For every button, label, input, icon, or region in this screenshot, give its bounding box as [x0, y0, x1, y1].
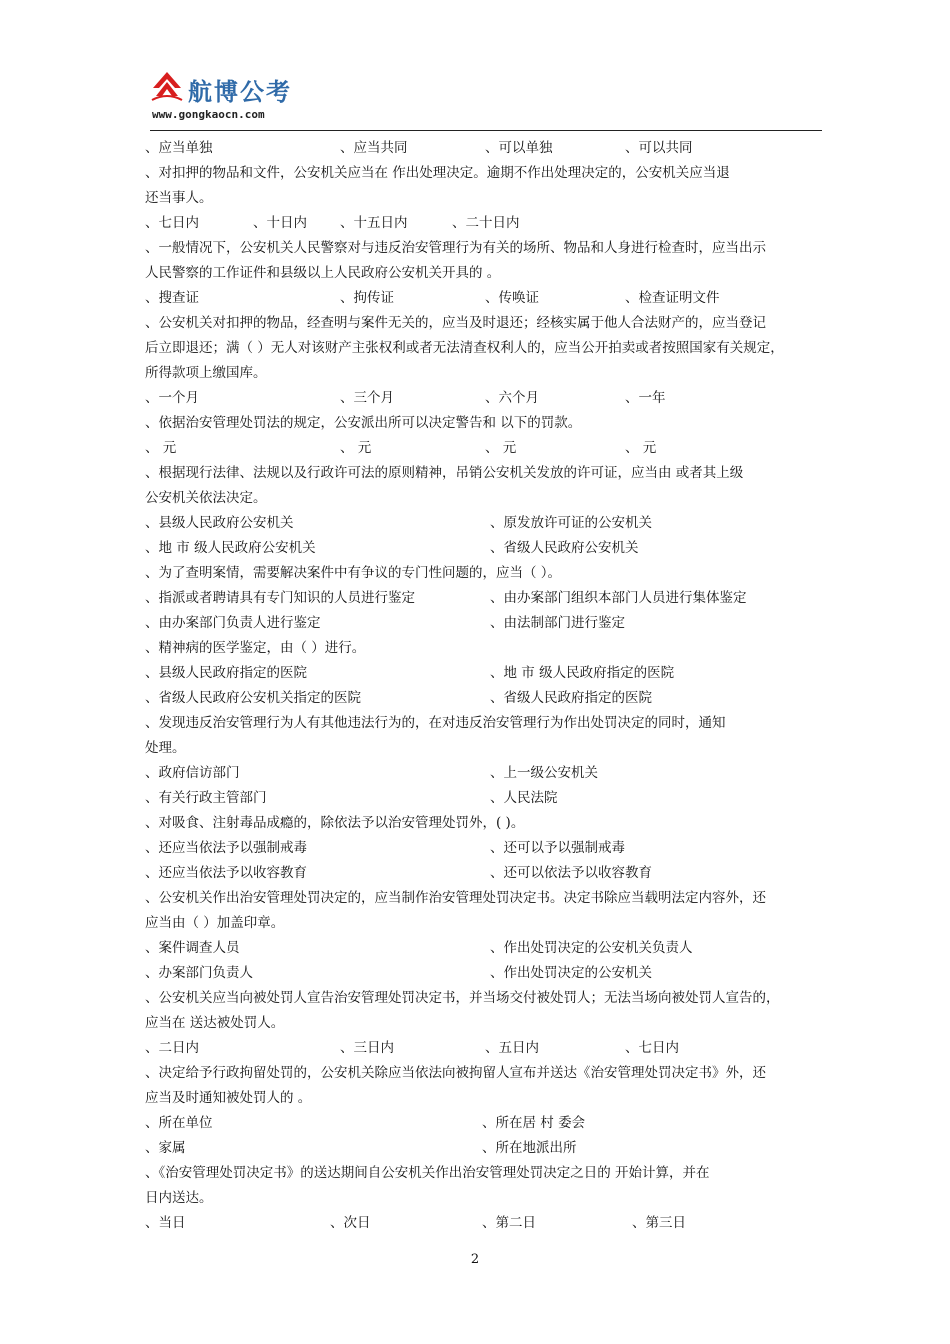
text-line: 、依据治安管理处罚法的规定，公安派出所可以决定警告和 以下的罚款。 [145, 415, 582, 431]
answer-option: 、指派或者聘请具有专门知识的人员进行鉴定 [145, 590, 415, 606]
answer-option: 、可以单独 [485, 140, 553, 156]
text-line: 人民警察的工作证件和县级以上人民政府公安机关开具的 。 [145, 265, 501, 281]
answer-option: 、由法制部门进行鉴定 [490, 615, 625, 631]
text-line: 所得款项上缴国库。 [145, 365, 267, 381]
answer-option: 、第二日 [482, 1215, 536, 1231]
answer-option: 、十日内 [253, 215, 307, 231]
options-line [145, 661, 825, 686]
answer-option: 、办案部门负责人 [145, 965, 253, 981]
options-line [145, 1036, 825, 1061]
answer-option: 、次日 [330, 1215, 371, 1231]
answer-option: 、案件调查人员 [145, 940, 240, 956]
text-line: 、为了查明案情，需要解决案件中有争议的专门性问题的，应当（ ）。 [145, 565, 562, 581]
options-line [145, 386, 825, 411]
options-line [145, 1211, 825, 1236]
logo-url: www.gongkaocn.com [152, 108, 265, 121]
text-line: 公安机关依法决定。 [145, 490, 267, 506]
answer-option: 、三个月 [340, 390, 394, 406]
answer-option: 、应当单独 [145, 140, 213, 156]
answer-option: 、作出处罚决定的公安机关负责人 [490, 940, 693, 956]
answer-option: 、一个月 [145, 390, 199, 406]
text-line: 日内送达。 [145, 1190, 213, 1206]
question-list [145, 136, 825, 1236]
answer-option: 、七日内 [145, 215, 199, 231]
options-line [145, 286, 825, 311]
answer-option: 、还可以予以强制戒毒 [490, 840, 625, 856]
text-line: 、公安机关作出治安管理处罚决定的，应当制作治安管理处罚决定书。决定书除应当载明法定内容外，还 [145, 890, 766, 906]
options-line [145, 136, 825, 161]
answer-option: 、传唤证 [485, 290, 539, 306]
answer-option: 、当日 [145, 1215, 186, 1231]
answer-option: 、还应当依法予以收容教育 [145, 865, 307, 881]
answer-option: 、由办案部门负责人进行鉴定 [145, 615, 321, 631]
options-line [145, 511, 825, 536]
answer-option: 、县级人民政府指定的医院 [145, 665, 307, 681]
text-line: 应当及时通知被处罚人的 。 [145, 1090, 312, 1106]
answer-option: 、拘传证 [340, 290, 394, 306]
answer-option: 、省级人民政府公安机关 [490, 540, 639, 556]
options-line [145, 861, 825, 886]
answer-option: 、省级人民政府公安机关指定的医院 [145, 690, 361, 706]
options-line [145, 1111, 825, 1136]
text-line: 后立即退还；满（ ）无人对该财产主张权利或者无法清查权利人的，应当公开拍卖或者按照国家有关规定， [145, 340, 784, 356]
text-line: 、公安机关应当向被处罚人宣告治安管理处罚决定书，并当场交付被处罚人；无法当场向被处罚人宣告的， [145, 990, 780, 1006]
page-number: 2 [470, 1252, 480, 1267]
options-line [145, 686, 825, 711]
text-line: 、根据现行法律、法规以及行政许可法的原则精神，吊销公安机关发放的许可证，应当由 或者其上级 [145, 465, 744, 481]
options-line [145, 586, 825, 611]
answer-option: 、所在单位 [145, 1115, 213, 1131]
text-line: 应当在 送达被处罚人。 [145, 1015, 285, 1031]
answer-option: 、 元 [485, 440, 517, 456]
text-line: 、公安机关对扣押的物品，经查明与案件无关的，应当及时退还；经核实属于他人合法财产的，应当登记 [145, 315, 766, 331]
text-line: 、对扣押的物品和文件，公安机关应当在 作出处理决定。逾期不作出处理决定的，公安机关应当退 [145, 165, 730, 181]
answer-option: 、十五日内 [340, 215, 408, 231]
text-line: 、对吸食、注射毒品成瘾的，除依法予以治安管理处罚外，( )。 [145, 815, 525, 831]
text-line: 、决定给予行政拘留处罚的，公安机关除应当依法向被拘留人宣布并送达《治安管理处罚决定书》外，还 [145, 1065, 766, 1081]
text-line: 、《治安管理处罚决定书》的送达期间自公安机关作出治安管理处罚决定之日的 开始计算，并在 [145, 1165, 710, 1181]
answer-option: 、地 市 级人民政府公安机关 [145, 540, 316, 556]
logo-icon [150, 70, 184, 102]
header-divider [150, 130, 822, 131]
logo-title: 航博公考 [188, 78, 292, 106]
options-line [145, 836, 825, 861]
answer-option: 、五日内 [485, 1040, 539, 1056]
answer-option: 、可以共同 [625, 140, 693, 156]
options-line [145, 1136, 825, 1161]
options-line [145, 761, 825, 786]
answer-option: 、所在地派出所 [482, 1140, 577, 1156]
answer-option: 、作出处罚决定的公安机关 [490, 965, 652, 981]
answer-option: 、政府信访部门 [145, 765, 240, 781]
answer-option: 、检查证明文件 [625, 290, 720, 306]
answer-option: 、二十日内 [452, 215, 520, 231]
text-line: 、精神病的医学鉴定，由（ ）进行。 [145, 640, 366, 656]
answer-option: 、六个月 [485, 390, 539, 406]
answer-option: 、还可以依法予以收容教育 [490, 865, 652, 881]
answer-option: 、由办案部门组织本部门人员进行集体鉴定 [490, 590, 747, 606]
answer-option: 、一年 [625, 390, 666, 406]
answer-option: 、 元 [145, 440, 177, 456]
options-line [145, 536, 825, 561]
options-line [145, 786, 825, 811]
answer-option: 、有关行政主管部门 [145, 790, 267, 806]
text-line: 还当事人。 [145, 190, 213, 206]
options-line [145, 961, 825, 986]
text-line: 处理。 [145, 740, 186, 756]
text-line: 、发现违反治安管理行为人有其他违法行为的，在对违反治安管理行为作出处罚决定的同时，通知 [145, 715, 726, 731]
answer-option: 、还应当依法予以强制戒毒 [145, 840, 307, 856]
answer-option: 、 元 [340, 440, 372, 456]
answer-option: 、三日内 [340, 1040, 394, 1056]
answer-option: 、家属 [145, 1140, 186, 1156]
answer-option: 、人民法院 [490, 790, 558, 806]
answer-option: 、原发放许可证的公安机关 [490, 515, 652, 531]
answer-option: 、县级人民政府公安机关 [145, 515, 294, 531]
options-line [145, 211, 825, 236]
text-line: 应当由（ ）加盖印章。 [145, 915, 285, 931]
answer-option: 、地 市 级人民政府指定的医院 [490, 665, 675, 681]
options-line [145, 936, 825, 961]
options-line [145, 611, 825, 636]
answer-option: 、省级人民政府指定的医院 [490, 690, 652, 706]
page-header [150, 68, 822, 134]
answer-option: 、所在居 村 委会 [482, 1115, 586, 1131]
options-line [145, 436, 825, 461]
answer-option: 、二日内 [145, 1040, 199, 1056]
answer-option: 、七日内 [625, 1040, 679, 1056]
answer-option: 、 元 [625, 440, 657, 456]
answer-option: 、应当共同 [340, 140, 408, 156]
answer-option: 、上一级公安机关 [490, 765, 598, 781]
answer-option: 、第三日 [632, 1215, 686, 1231]
answer-option: 、搜查证 [145, 290, 199, 306]
text-line: 、一般情况下，公安机关人民警察对与违反治安管理行为有关的场所、物品和人身进行检查时，应当出示 [145, 240, 766, 256]
